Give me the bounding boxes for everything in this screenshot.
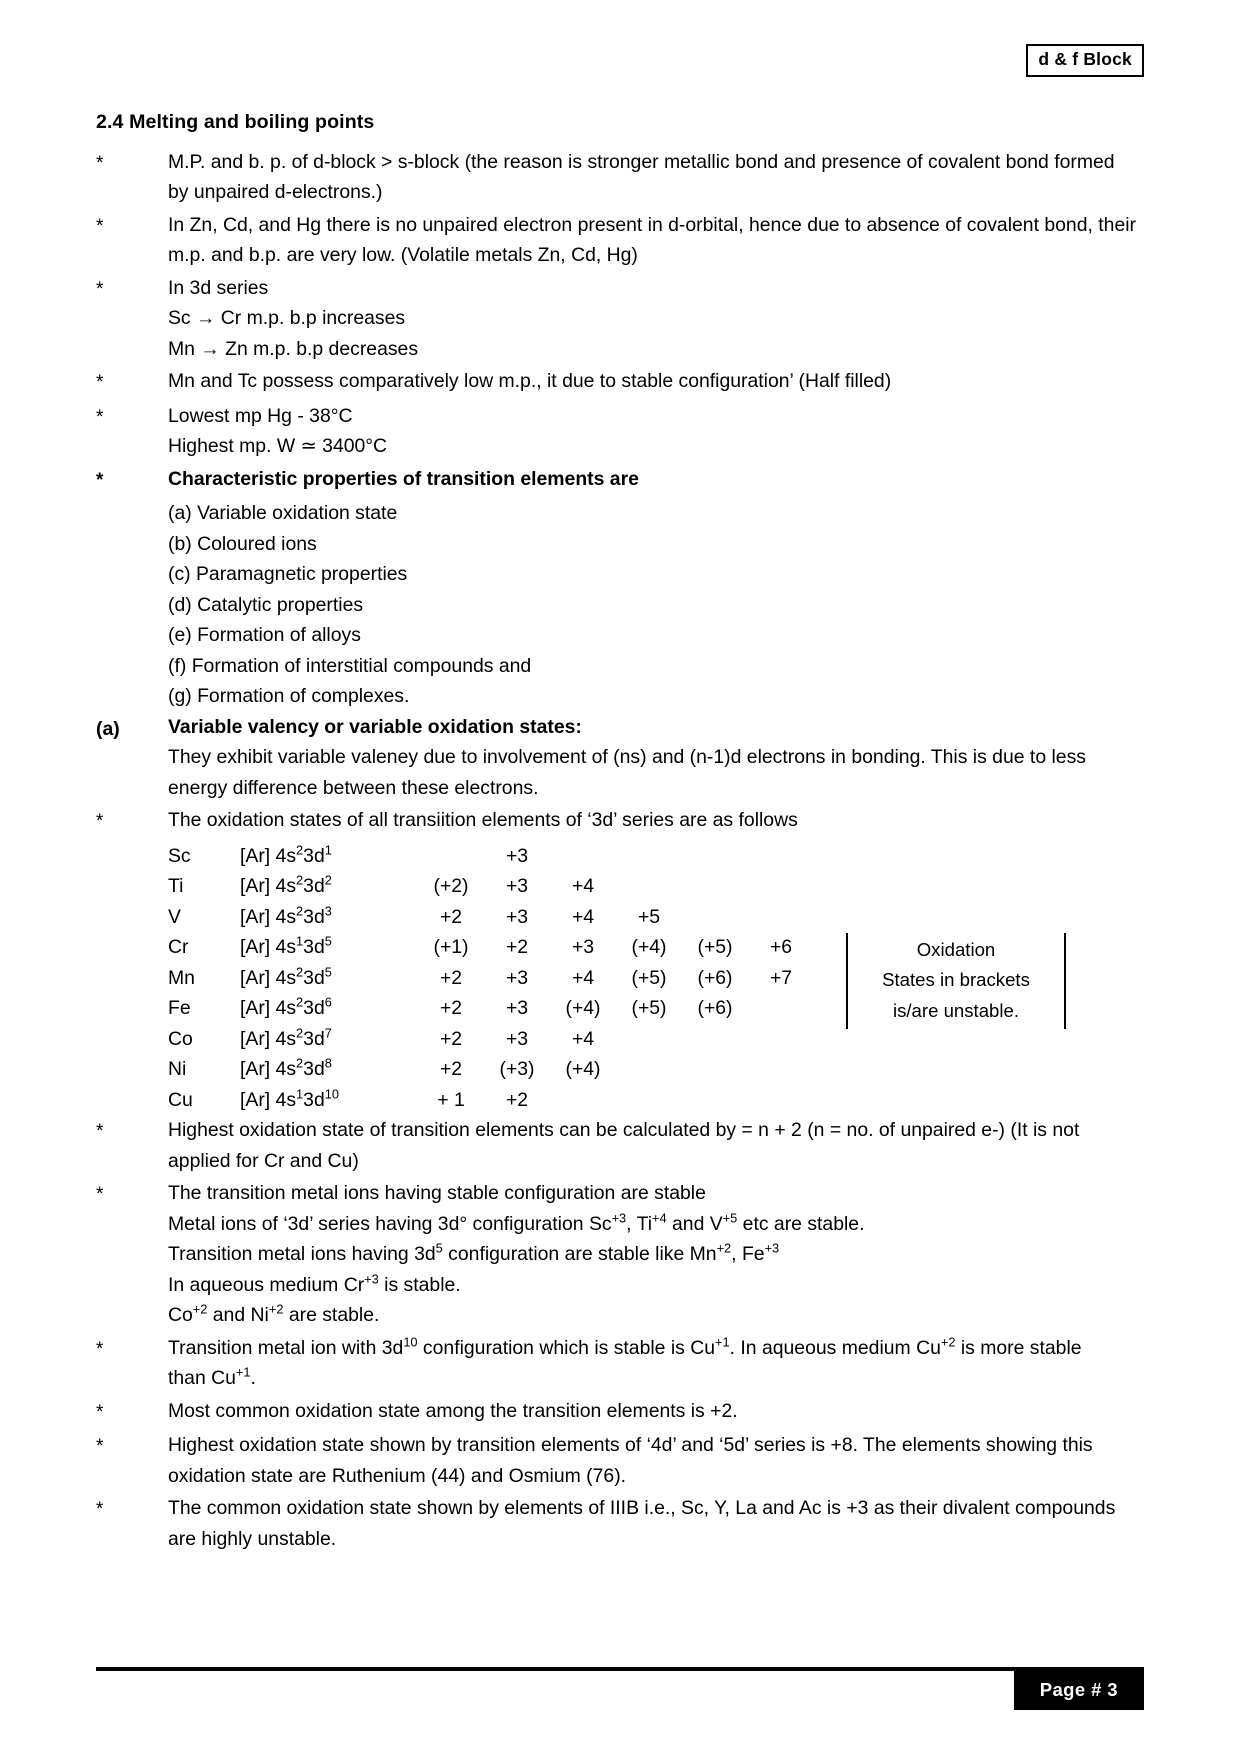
- electron-configuration: [Ar] $4s^13d^{10}$: [240, 1086, 339, 1111]
- oxidation-state-value: +3: [505, 966, 529, 989]
- stable-config-line-2: Transition metal ions having $3d^5$ configuration are stable like $Mn^{+2}$, $Fe^{+3}$: [168, 1240, 780, 1265]
- bullet-item: [96, 1115, 1144, 1176]
- bullet-item: [96, 147, 1144, 208]
- oxidation-state-value: [682, 1085, 748, 1116]
- bullet-marker: *: [96, 215, 104, 237]
- table-row: [168, 1054, 814, 1085]
- stable-config-line-3: In aqueous medium $Cr^{+3}$ is stable.: [168, 1271, 461, 1296]
- oxidation-state-value: (+3): [499, 1058, 535, 1080]
- bullet-text-line: In 3d series: [168, 276, 269, 299]
- cu-stability-line-2: than $Cu^{+1}$.: [168, 1364, 256, 1389]
- table-row: [168, 993, 814, 1024]
- oxidation-state-value: (+4): [565, 997, 601, 1019]
- oxidation-state-value: [616, 1085, 682, 1116]
- bullet-item: [96, 805, 1144, 838]
- electron-configuration: [Ar] $4s^23d^5$: [240, 964, 332, 989]
- oxidation-state-value: [616, 1024, 682, 1055]
- stable-config-line-4: $Co^{+2}$ and $Ni^{+2}$ are stable.: [168, 1301, 380, 1326]
- list-item: (a) Variable oxidation state: [168, 502, 398, 524]
- oxidation-state-value: +3: [505, 844, 529, 867]
- oxidation-state-value: [748, 841, 814, 872]
- oxidation-state-value: [748, 993, 814, 1024]
- bullet-item: [96, 401, 1144, 462]
- oxidation-state-value: [418, 841, 484, 872]
- oxidation-state-value: +2: [505, 1088, 529, 1111]
- electron-configuration: [Ar] $4s^23d^7$: [240, 1025, 332, 1050]
- electron-configuration: [Ar] $4s^23d^2$: [240, 872, 332, 897]
- oxidation-state-value: +3: [505, 905, 529, 928]
- oxidation-state-value: [682, 1054, 748, 1085]
- oxidation-state-value: (+4): [631, 936, 667, 958]
- bullet-text-line: m.p. and b.p. are very low. (Volatile metals Zn, Cd, Hg): [168, 244, 638, 266]
- bullet-marker: *: [96, 469, 104, 491]
- element-symbol: Cr: [168, 936, 189, 958]
- chapter-badge: d & f Block: [1026, 44, 1144, 77]
- oxidation-table-intro: The oxidation states of all transiition elements of ‘3d’ series are as follows: [168, 809, 798, 831]
- brackets-annotation: [846, 933, 1066, 1030]
- subsection-paragraph-line: energy difference between these electrons.: [168, 776, 539, 799]
- bullet-item: [96, 210, 1144, 271]
- bullet-text-line: Highest oxidation state of transition elements can be calculated by = n + 2 (n = no. of unpaired e-) (It is not: [168, 1119, 1080, 1141]
- element-symbol: Mn: [168, 966, 195, 989]
- oxidation-state-value: +2: [439, 1058, 463, 1080]
- bullet-marker: *: [96, 1121, 104, 1142]
- bullet-marker: *: [96, 1499, 104, 1520]
- bullet-item: [96, 1178, 1144, 1331]
- oxidation-state-value: (+6): [697, 966, 733, 989]
- page-footer: [96, 1667, 1144, 1710]
- bullet-marker: *: [96, 811, 104, 832]
- bullet-item: [96, 1493, 1144, 1554]
- bullet-marker: *: [96, 1401, 104, 1423]
- electron-configuration: [Ar] $4s^23d^3$: [240, 903, 332, 928]
- electron-configuration: [Ar] $4s^23d^8$: [240, 1055, 332, 1080]
- bullet-text-line: Highest oxidation state shown by transition elements of ‘4d’ and ‘5d’ series is +8. The elements showing this: [168, 1434, 1093, 1456]
- oxidation-state-value: [748, 1054, 814, 1085]
- bullet-text-line: Mn and Tc possess comparatively low m.p., it due to stable configuration’ (Half filled): [168, 370, 892, 392]
- oxidation-state-value: +3: [571, 936, 595, 958]
- bullet-item: [96, 366, 1144, 399]
- table-row: [168, 1024, 814, 1055]
- oxidation-state-value: [616, 1054, 682, 1085]
- oxidation-state-value: (+4): [565, 1058, 601, 1080]
- characteristic-properties-list: [96, 498, 1144, 712]
- oxidation-state-value: +2: [439, 997, 463, 1019]
- oxidation-state-value: [682, 902, 748, 933]
- electron-configuration: [Ar] $4s^23d^6$: [240, 994, 332, 1019]
- bullet-marker: *: [96, 1338, 104, 1360]
- table-row: [168, 902, 814, 933]
- bullet-text-line: The common oxidation state shown by elements of IIIB i.e., Sc, Y, La and Ac is +3 as their divalent compounds: [168, 1497, 1116, 1519]
- bullet-text-line: M.P. and b. p. of d-block > s-block (the reason is stronger metallic bond and presence of covalent bond formed: [168, 150, 1115, 173]
- lowest-mp-line: Lowest mp Hg - 38°C: [168, 404, 353, 427]
- oxidation-state-value: [748, 871, 814, 902]
- element-symbol: Sc: [168, 844, 191, 867]
- trend-line-mn-zn: Mn → Zn m.p. b.p decreases: [168, 337, 419, 360]
- oxidation-state-value: [616, 841, 682, 872]
- oxidation-state-value: [682, 871, 748, 902]
- oxidation-state-value: +7: [769, 966, 793, 989]
- table-row: [168, 932, 814, 963]
- subsection-marker: (a): [96, 717, 120, 740]
- bullet-marker: *: [96, 406, 104, 428]
- section-heading: 2.4 Melting and boiling points: [96, 111, 375, 133]
- oxidation-state-value: [550, 841, 616, 872]
- oxidation-state-value: (+2): [433, 875, 469, 897]
- oxidation-state-value: +4: [571, 966, 595, 989]
- oxidation-states-table: [168, 841, 814, 1116]
- oxidation-state-value: +6: [769, 936, 793, 958]
- oxidation-state-value: +4: [571, 1027, 595, 1050]
- stable-config-line-1: Metal ions of ‘3d’ series having 3d° configuration $Sc^{+3}$, $Ti^{+4}$ and $V^{+5}$ etc are stable.: [168, 1210, 865, 1235]
- list-item: (e) Formation of alloys: [168, 624, 361, 646]
- oxidation-state-value: [748, 1024, 814, 1055]
- oxidation-state-value: [748, 1085, 814, 1116]
- page-content: [96, 107, 1144, 1554]
- oxidation-state-value: [550, 1085, 616, 1116]
- annotation-line: is/are unstable.: [892, 999, 1020, 1021]
- element-symbol: Ni: [168, 1058, 187, 1080]
- list-item: (b) Coloured ions: [168, 532, 317, 555]
- list-item: (d) Catalytic properties: [168, 593, 364, 616]
- oxidation-state-value: +4: [571, 875, 595, 897]
- oxidation-state-value: + 1: [437, 1088, 465, 1111]
- bullet-marker: *: [96, 1436, 104, 1457]
- element-symbol: Co: [168, 1027, 193, 1050]
- bullet-item: [96, 1333, 1144, 1394]
- cu-stability-line-1: Transition metal ion with $3d^{10}$ configuration which is stable is $Cu^{+1}$. In aqueous medium $Cu^{+2}$ is more stable: [168, 1334, 1082, 1359]
- bullet-marker: *: [96, 1184, 104, 1205]
- element-symbol: Ti: [168, 875, 184, 897]
- annotation-line: Oxidation: [916, 938, 996, 960]
- oxidation-state-value: +2: [439, 905, 463, 928]
- table-row: [168, 1085, 814, 1116]
- highest-mp-line: Highest mp. W ≃ 3400°C: [168, 435, 388, 457]
- element-symbol: Fe: [168, 997, 191, 1019]
- oxidation-state-value: (+5): [697, 936, 733, 958]
- oxidation-state-value: +2: [439, 966, 463, 989]
- annotation-line: States in brackets: [882, 969, 1030, 990]
- bullet-item: [96, 1430, 1144, 1491]
- table-row: [168, 963, 814, 994]
- oxidation-state-value: [682, 1024, 748, 1055]
- oxidation-state-value: +3: [505, 875, 529, 897]
- oxidation-state-value: (+6): [697, 997, 733, 1019]
- list-item: (c) Paramagnetic properties: [168, 563, 408, 585]
- bullet-item: [96, 1396, 1144, 1429]
- subsection-paragraph-line: They exhibit variable valeney due to involvement of (ns) and (n-1)d electrons in bonding. This is due to less: [168, 746, 1086, 768]
- table-row: [168, 841, 814, 872]
- bullet-text-line: by unpaired d-electrons.): [168, 181, 383, 203]
- oxidation-state-value: [682, 841, 748, 872]
- bullet-item: [96, 273, 1144, 365]
- oxidation-state-value: +5: [637, 905, 661, 928]
- electron-configuration: [Ar] $4s^13d^5$: [240, 933, 332, 958]
- oxidation-state-value: (+5): [631, 997, 667, 1019]
- bullet-text-line: applied for Cr and Cu): [168, 1149, 359, 1172]
- oxidation-state-value: +4: [571, 905, 595, 928]
- oxidation-state-value: (+5): [631, 966, 667, 989]
- oxidation-state-value: [616, 871, 682, 902]
- bullet-marker: *: [96, 278, 104, 300]
- oxidation-state-value: [748, 902, 814, 933]
- subsection-a: [96, 712, 1144, 804]
- characteristic-properties-heading: Characteristic properties of transition elements are: [168, 467, 639, 490]
- bullet-marker: *: [96, 152, 104, 174]
- oxidation-state-value: +2: [505, 936, 529, 958]
- bullet-text-line: oxidation state are Ruthenium (44) and Osmium (76).: [168, 1464, 627, 1487]
- page-number-label: Page # 3: [1014, 1671, 1144, 1710]
- electron-configuration: [Ar] $4s^23d^1$: [240, 842, 332, 867]
- bullet-text-line: Most common oxidation state among the transition elements is +2.: [168, 1399, 738, 1422]
- bullet-item: [96, 464, 1144, 497]
- oxidation-states-table-wrapper: [168, 841, 1144, 1116]
- bullet-marker: *: [96, 372, 104, 393]
- element-symbol: V: [168, 905, 181, 928]
- subsection-heading: Variable valency or variable oxidation states:: [168, 715, 582, 738]
- oxidation-state-value: (+1): [433, 936, 469, 958]
- bullet-text-line: The transition metal ions having stable configuration are stable: [168, 1182, 706, 1204]
- bullet-text-line: In Zn, Cd, and Hg there is no unpaired electron present in d-orbital, hence due to absence of covalent bond, their: [168, 213, 1136, 236]
- list-item: (f) Formation of interstitial compounds and: [168, 654, 532, 677]
- oxidation-state-value: +3: [505, 997, 529, 1019]
- element-symbol: Cu: [168, 1088, 193, 1111]
- oxidation-state-value: +2: [439, 1027, 463, 1050]
- list-item: (g) Formation of complexes.: [168, 685, 410, 707]
- trend-line-sc-cr: Sc → Cr m.p. b.p increases: [168, 307, 406, 329]
- page-header: [96, 44, 1144, 90]
- bullet-text-line: are highly unstable.: [168, 1527, 337, 1550]
- oxidation-state-value: +3: [505, 1027, 529, 1050]
- table-row: [168, 871, 814, 902]
